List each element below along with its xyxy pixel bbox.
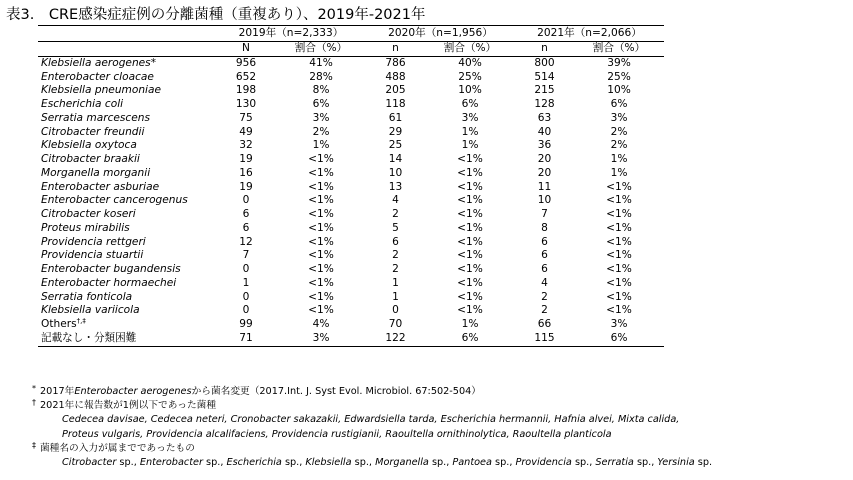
n-header-2019: N	[216, 42, 276, 57]
table-row	[38, 318, 664, 332]
percent-cell: <1%	[457, 208, 483, 220]
percent-cell: 2%	[312, 125, 330, 138]
table-row	[38, 332, 664, 346]
percent-cell: 1%	[312, 139, 330, 152]
count-cell: 215	[534, 84, 555, 97]
table-row	[38, 263, 664, 277]
table-row	[38, 56, 664, 70]
count-cell: 10	[388, 166, 403, 179]
percent-cell: <1%	[457, 276, 483, 289]
percent-cell: 4%	[312, 318, 330, 330]
percent-cell: <1%	[457, 235, 483, 248]
organism-name: Escherichia coli	[41, 98, 124, 110]
count-cell: 13	[388, 180, 403, 193]
count-cell: 12	[239, 235, 253, 248]
organism-name: Proteus mirabilis	[41, 221, 130, 234]
genus-name: Citrobacter	[62, 457, 117, 469]
count-cell: 8	[541, 221, 548, 234]
percent-cell: 1%	[610, 166, 628, 179]
organism-name: Enterobacter cancerogenus	[41, 194, 188, 207]
year-2019-header: 2019年（n=2,333）	[216, 26, 366, 42]
count-cell: 19	[239, 180, 253, 193]
organism-name: Citrobacter freundii	[41, 125, 145, 138]
count-cell: 0	[242, 290, 250, 303]
percent-cell: <1%	[308, 304, 334, 317]
count-cell: 956	[235, 56, 257, 69]
count-cell: 1	[392, 276, 399, 289]
table-row	[38, 291, 664, 305]
count-cell: 488	[385, 70, 406, 83]
percent-cell: 6%	[610, 98, 628, 110]
organism-name: Klebsiella variicola	[41, 304, 140, 317]
pct-header-2019: 割合（%）	[276, 42, 366, 57]
table-row	[38, 249, 664, 263]
year-2020-header: 2020年（n=1,956）	[366, 26, 515, 42]
n-header-2021: n	[515, 42, 574, 57]
count-cell: 25	[388, 139, 403, 152]
percent-cell: <1%	[457, 153, 483, 165]
percent-cell: <1%	[457, 180, 483, 193]
percent-cell: <1%	[606, 208, 632, 220]
percent-cell: <1%	[457, 166, 483, 179]
count-cell: 4	[541, 276, 548, 289]
percent-cell: <1%	[457, 249, 483, 262]
organism-name: Enterobacter cloacae	[41, 70, 154, 83]
count-cell: 36	[537, 139, 552, 152]
organism-name: Citrobacter koseri	[41, 208, 136, 220]
count-cell: 6	[242, 208, 250, 220]
pct-header-2020: 割合（%）	[425, 42, 515, 57]
count-cell: 6	[392, 235, 399, 248]
count-cell: 130	[235, 98, 257, 110]
organism-name: Klebsiella aerogenes*	[41, 56, 156, 69]
percent-cell: 1%	[610, 153, 628, 165]
percent-cell: <1%	[308, 235, 334, 248]
table-row	[38, 153, 664, 167]
table-row	[38, 112, 664, 126]
count-cell: 0	[242, 194, 250, 207]
organism-name: Providencia rettgeri	[41, 235, 146, 248]
year-header-row	[38, 26, 664, 42]
table-row	[38, 181, 664, 195]
percent-cell: <1%	[308, 194, 334, 207]
percent-cell: <1%	[457, 194, 483, 207]
percent-cell: 1%	[461, 318, 479, 330]
count-cell: 2	[392, 263, 399, 275]
count-cell: 49	[239, 125, 253, 138]
count-cell: 6	[541, 235, 548, 248]
percent-cell: <1%	[308, 221, 334, 234]
percent-cell: <1%	[308, 180, 334, 193]
percent-cell: <1%	[606, 304, 632, 317]
percent-cell: 6%	[461, 98, 479, 110]
percent-cell: <1%	[606, 276, 632, 289]
count-cell: 70	[388, 318, 403, 330]
organism-name: Klebsiella pneumoniae	[41, 84, 161, 97]
percent-cell: <1%	[457, 221, 483, 234]
organism-name: Enterobacter bugandensis	[41, 263, 181, 275]
count-cell: 61	[388, 111, 403, 124]
count-cell: 5	[392, 221, 399, 234]
table-row	[38, 84, 664, 98]
table-row	[38, 167, 664, 181]
count-cell: 2	[541, 290, 548, 303]
percent-cell: 41%	[309, 56, 333, 69]
count-cell: 786	[385, 56, 406, 69]
organism-name: Providencia stuartii	[41, 249, 144, 262]
organism-name: Citrobacter braakii	[41, 153, 140, 165]
count-cell: 6	[541, 249, 548, 262]
percent-cell: 3%	[276, 332, 366, 346]
percent-cell: 2%	[610, 139, 628, 152]
count-cell: 63	[537, 111, 552, 124]
sub-header-row	[38, 42, 664, 57]
n-header-2020: n	[366, 42, 425, 57]
footnote-mark: †	[32, 398, 36, 408]
percent-cell: 3%	[461, 111, 479, 124]
count-cell: 0	[242, 304, 250, 317]
percent-cell: 6%	[312, 98, 330, 110]
percent-cell: 10%	[458, 84, 482, 97]
count-cell: 66	[537, 318, 552, 330]
organism-name: Serratia marcescens	[41, 111, 151, 124]
percent-cell: <1%	[308, 249, 334, 262]
percent-cell: <1%	[308, 208, 334, 220]
footnote-dagger-list-2: Proteus vulgaris, Providencia alcalifaciens, Providencia rustigianii, Raoultella ornithinolytica, Raoultella planticola	[62, 428, 612, 440]
percent-cell: 8%	[312, 84, 330, 97]
count-cell: 514	[534, 70, 555, 83]
percent-cell: 25%	[607, 70, 631, 83]
table-row	[38, 222, 664, 236]
footnote-ref: †,‡	[76, 317, 86, 325]
count-cell: 118	[385, 98, 406, 110]
percent-cell: 1%	[461, 125, 479, 138]
percent-cell: <1%	[457, 304, 483, 317]
percent-cell: <1%	[606, 263, 632, 275]
count-cell: 122	[366, 332, 425, 346]
organism-name: Enterobacter asburiae	[41, 180, 160, 193]
count-cell: 29	[388, 125, 403, 138]
count-cell: 7	[242, 249, 250, 262]
footnote-dagger-list-1: Cedecea davisae, Cedecea neteri, Cronobacter sakazakii, Edwardsiella tarda, Escherichia hermannii, Hafnia alvei, Mixta calida,	[62, 414, 680, 426]
count-cell: 4	[392, 194, 399, 207]
count-cell: 115	[515, 332, 574, 346]
genus-name: Pantoea	[452, 457, 492, 469]
percent-cell: 3%	[610, 111, 628, 124]
percent-cell: <1%	[308, 166, 334, 179]
count-cell: 1	[392, 290, 399, 303]
count-cell: 75	[239, 111, 253, 124]
footnote-asterisk: * 2017年Enterobacter aerogenesから菌名変更（2017.Int. J. Syst Evol. Microbiol. 67:502-504）	[32, 384, 481, 397]
count-cell: 19	[239, 153, 253, 165]
count-cell: 32	[239, 139, 253, 152]
table-row	[38, 71, 664, 85]
count-cell: 10	[537, 194, 552, 207]
percent-cell: <1%	[606, 249, 632, 262]
count-cell: 7	[541, 208, 548, 220]
count-cell: 652	[235, 70, 257, 83]
percent-cell: 40%	[458, 56, 482, 69]
percent-cell: 6%	[425, 332, 515, 346]
footnote-mark: *	[32, 384, 36, 393]
count-cell: 11	[537, 180, 552, 193]
organism-name: Others†,‡	[41, 317, 86, 330]
footnote-dagger: † 2021年に報告数が1例以下であった菌種	[32, 398, 217, 412]
percent-cell: <1%	[308, 153, 334, 165]
count-cell: 205	[385, 84, 406, 97]
percent-cell: 2%	[610, 125, 628, 138]
count-cell: 0	[242, 263, 250, 275]
count-cell: 1	[242, 276, 250, 289]
percent-cell: 28%	[309, 70, 333, 83]
footnotes	[32, 384, 713, 470]
count-cell: 2	[392, 208, 399, 220]
percent-cell: 3%	[610, 318, 628, 330]
count-cell: 128	[534, 98, 555, 110]
count-cell: 40	[537, 125, 552, 138]
percent-cell: 25%	[458, 70, 482, 83]
table-row	[38, 304, 664, 318]
footnote-mark: ‡	[32, 440, 36, 450]
percent-cell: 39%	[607, 56, 631, 69]
percent-cell: <1%	[606, 235, 632, 248]
count-cell: 2	[541, 304, 548, 317]
genus-name: Morganella	[375, 457, 429, 469]
pct-header-2021: 割合（%）	[574, 42, 664, 57]
percent-cell: <1%	[308, 263, 334, 275]
count-cell: 800	[534, 56, 555, 69]
organism-name: 記載なし・分類困難	[38, 332, 216, 346]
percent-cell: 1%	[461, 139, 479, 152]
percent-cell: <1%	[606, 180, 632, 193]
table-row	[38, 126, 664, 140]
genus-name: Serratia	[595, 457, 634, 469]
table-title: 表3. CRE感染症症例の分離菌種（重複あり）、2019年-2021年	[6, 7, 426, 23]
count-cell: 198	[235, 84, 257, 97]
table-row	[38, 194, 664, 208]
percent-cell: <1%	[457, 290, 483, 303]
table-row	[38, 208, 664, 222]
isolates-table	[38, 25, 664, 347]
footnote-genera-list: Citrobacter sp., Enterobacter sp., Escherichia sp., Klebsiella sp., Morganella sp., Pantoea sp., Providencia sp., Serratia sp., Yersinia sp.	[62, 457, 713, 469]
percent-cell: <1%	[308, 276, 334, 289]
genus-name: Providencia	[515, 457, 572, 469]
count-cell: 16	[239, 166, 253, 179]
percent-cell: 10%	[607, 84, 631, 97]
percent-cell: 6%	[574, 332, 664, 346]
count-cell: 6	[541, 263, 548, 275]
count-cell: 20	[537, 166, 552, 179]
percent-cell: <1%	[308, 290, 334, 303]
percent-cell: <1%	[606, 194, 632, 207]
table-row	[38, 277, 664, 291]
count-cell: 2	[392, 249, 399, 262]
year-2021-header: 2021年（n=2,066）	[515, 26, 664, 42]
count-cell: 99	[239, 318, 253, 330]
percent-cell: <1%	[457, 263, 483, 275]
count-cell: 71	[216, 332, 276, 346]
percent-cell: <1%	[606, 221, 632, 234]
table-row	[38, 139, 664, 153]
count-cell: 14	[388, 153, 403, 165]
genus-name: Enterobacter	[139, 457, 203, 469]
table-row	[38, 98, 664, 112]
genus-name: Escherichia	[226, 457, 282, 469]
count-cell: 0	[392, 304, 399, 317]
percent-cell: 3%	[312, 111, 330, 124]
genus-name: Klebsiella	[305, 457, 352, 469]
footnote-double-dagger: ‡ 菌種名の入力が属までであったもの	[32, 440, 195, 454]
table-row	[38, 236, 664, 250]
organism-name: Klebsiella oxytoca	[41, 139, 137, 152]
organism-name: Morganella morganii	[41, 166, 151, 179]
count-cell: 20	[537, 153, 552, 165]
genus-name: Yersinia	[657, 457, 695, 469]
organism-name: Enterobacter hormaechei	[41, 276, 177, 289]
table-body	[38, 56, 664, 346]
organism-name: Serratia fonticola	[41, 290, 133, 303]
percent-cell: <1%	[606, 290, 632, 303]
count-cell: 6	[242, 221, 250, 234]
